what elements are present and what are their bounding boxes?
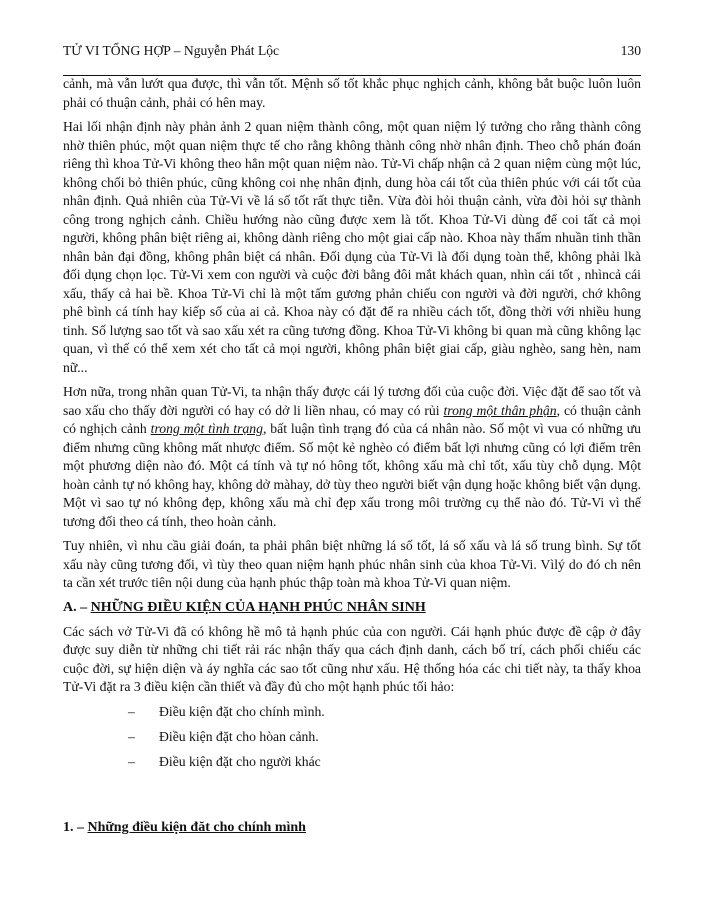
section-heading-a — [63, 599, 641, 617]
conditions-list — [63, 703, 641, 778]
dash-bullet: – — [128, 753, 135, 769]
paragraph-text: Hơn nữa, trong nhãn quan Tử-Vi, ta nhận thấy được cái lý tương đối của cuộc đời. Việc đặt để sao tốt và sao xấu cho thấy đời người có hay có dở li liền nhau, có may có rủi — [63, 384, 641, 418]
subsection-title: Những điều kiện đăt cho chính mình — [87, 820, 306, 835]
running-title: TỬ VI TỔNG HỢP – Nguyễn Phát Lộc — [63, 43, 280, 58]
section-title: NHỮNG ĐIỀU KIỆN CỦA HẠNH PHÚC NHÂN SINH — [90, 599, 426, 615]
section-prefix: A. – — [63, 599, 91, 615]
paragraph-text: , bất luận tình trạng đó của cá nhân nào. Số một vì vua có những ưu điểm nhưng cũng không mất nhược điểm. Số một kẻ nghèo có điểm bất lợi nhưng cũng có lợi điểm trên một phương diện nào đó. Một cá tính và tự nó hông tốt, không xấu mà chỉ tốt, xấu tùy chỗ dụng. Một hoàn cảnh tự nó không hay, không dở màhay, dở tùy theo người biết vận dụng hoặc không biết vận dụng. Một vì sao tự nó không đẹp, không xấu mà chỉ đẹp xấu trong môi trường cụ thể nào đó. Tử-Vi vì thế tương đối theo cá tính, theo hoàn cảnh. — [63, 421, 641, 529]
emphasis-text: trong một tình trạng — [150, 421, 263, 436]
page-number: 130 — [620, 43, 641, 58]
dash-bullet: – — [128, 703, 135, 719]
list-item — [63, 728, 641, 753]
subsection-heading-1 — [63, 819, 306, 837]
list-item-text: Điều kiện đặt cho hòan cảnh. — [159, 728, 319, 744]
list-item — [63, 703, 641, 728]
paragraph: Các sách vở Tử-Vi đã có không hề mô tả hạnh phúc của con người. Cái hạnh phúc được đề cập ở đây được suy diễn từ những chi tiết rải rác nhận thấy qua cách định danh, cách bố trí, cách phối chiếu các cuộc đời, sự hiện diện và áy nghĩa các sao tốt cũng như xấu. Hệ thống hóa các chi tiết này, ta thấy khoa Tử-Vi đặt ra 3 điều kiện cần thiết và đầy đủ cho một hạnh phúc tối hảo: — [63, 623, 641, 694]
subsection-prefix: 1. – — [63, 820, 88, 835]
list-item — [63, 753, 641, 778]
paragraph: cảnh, mà vẫn lướt qua được, thì vẫn tốt. Mệnh số tốt khắc phục nghịch cảnh, không bắt buộc luôn luôn phải có thuận cảnh, phải có hên may. — [63, 76, 641, 110]
emphasis-text: trong một thân phận — [443, 402, 557, 418]
list-item-text: Điều kiện đặt cho chính mình. — [159, 703, 325, 719]
paragraph: Hai lối nhận định này phản ảnh 2 quan niệm thành công, một quan niệm lý tưởng cho rằng thành công nhờ thiên phúc, một quan niệm thực tế cho rằng không thành công nhờ nhân định. Theo chỗ phán đoán riêng thì khoa Tử-Vi không theo hẳn một quan niệm nào. Tử-Vi chấp nhận cả 2 quan niệm cùng một lúc, không chối bỏ thiên phúc, cũng không coi nhẹ nhân định, dung hòa cái tốt của thiên phúc với cái tốt của nhân định. Quả nhiên của Tử-Vi về lá số tốt rất thực tiễn. Vừa đòi hỏi thuận cảnh, vừa đòi hỏi sự thành công trong nghịch cảnh. Chiều hướng nào cũng được xem là tốt. Khoa Tử-Vi dùng để coi tất cả mọi người, không phân biệt riêng ai, không dành riêng cho một giai cấp nào. Khoa này thấm nhuần tinh thần nhân bản đại đồng, không phân biệt cá nhân. Đối dụng của Tử-Vi là đối dụng toàn thể, không phải lkà đối dụng chọn lọc. Tử-Vi xem con người và cuộc đời bằng đôi mắt khách quan, nhìn cái tốt , nhìncả cái xấu, thấy cả hai bề. Khoa Tử-Vi chỉ là một tấm gương phản chiếu con người và đời người, chớ không phê bình cá tính hay kiếp số của ai cả. Khoa này có đặt để ra nhiều cách tốt, đồng thời với nhiều hung tinh. Số lượng sao tốt và sao xấu xét ra cũng tương đồng. Khoa Tử-Vi không bi quan mà cũng không lạc quan, vì thế có thể xem xét cho tất cả mọi người, không phân biệt giai cấp, giàu nghèo, sang hèn, nam nữ... — [63, 119, 641, 375]
dash-bullet: – — [128, 728, 135, 744]
list-item-text: Điều kiện đặt cho người khác — [159, 753, 321, 769]
document-body — [63, 75, 641, 778]
paragraph-text: , có thuận cảnh có nghịch cảnh — [63, 402, 641, 436]
paragraph — [63, 383, 641, 531]
paragraph: Tuy nhiên, vì nhu cầu giải đoán, ta phải phân biệt những lá số tốt, lá số xấu và lá số trung bình. Sự tốt xấu này cũng tương đối, vì tùy theo quan niệm hạnh phúc nhân sinh của khoa Tử-Vi. Vìlý do đó ch nên ta cần xét trước tiên nội dung của hạnh phúc thập toàn mà khoa Tử-Vi quan niệm. — [63, 538, 641, 590]
